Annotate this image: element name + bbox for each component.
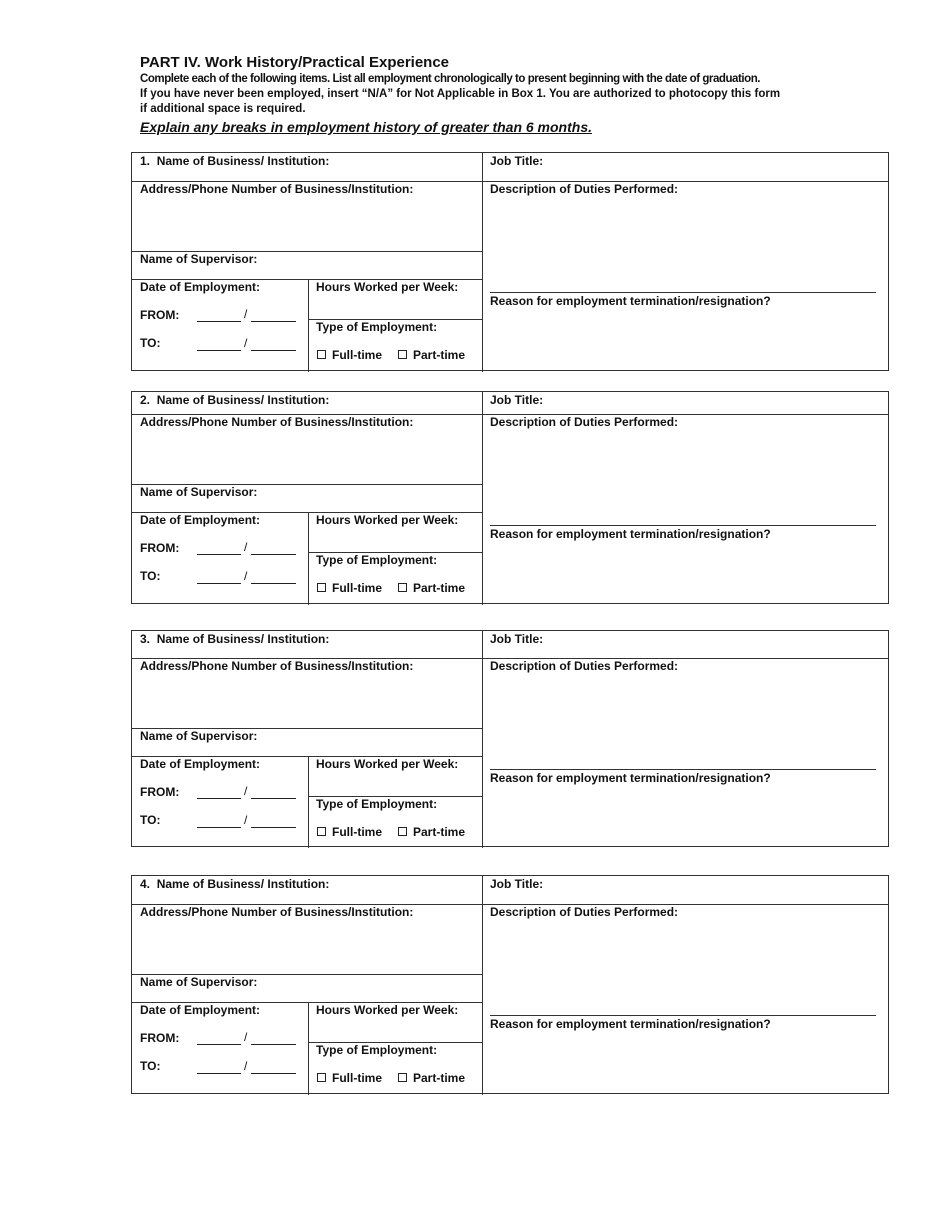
employment-entry-1: [131, 152, 889, 371]
employment-type-options: [317, 581, 481, 595]
entry-number: 4.: [140, 877, 151, 891]
description-label: Description of Duties Performed:: [490, 659, 679, 673]
date-of-employment-label: Date of Employment:: [140, 280, 261, 294]
section-title: PART IV. Work History/Practical Experience: [140, 54, 450, 71]
part-time-option[interactable]: [398, 348, 465, 362]
employment-entry-3: [131, 630, 889, 847]
full-time-option-label: Full-time: [332, 825, 382, 839]
full-time-option-label: Full-time: [332, 581, 382, 595]
to-label: TO:: [140, 336, 161, 350]
column-divider: [482, 392, 483, 605]
checkbox-icon[interactable]: [317, 1073, 326, 1082]
date-of-employment-label: Date of Employment:: [140, 757, 261, 771]
from-year-blank[interactable]: [251, 321, 296, 322]
supervisor-label: Name of Supervisor:: [140, 485, 258, 499]
name-of-business-label: Name of Business/ Institution:: [156, 393, 330, 407]
name-of-business-label: Name of Business/ Institution:: [156, 154, 330, 168]
description-label: Description of Duties Performed:: [490, 905, 679, 919]
employment-type-options: [317, 348, 481, 362]
part-time-option-label: Part-time: [413, 825, 466, 839]
reason-divider: [490, 525, 876, 526]
checkbox-icon[interactable]: [398, 350, 407, 359]
column-divider: [482, 153, 483, 372]
hours-per-week-label: Hours Worked per Week:: [316, 757, 459, 771]
full-time-option[interactable]: [317, 581, 382, 595]
supervisor-label: Name of Supervisor:: [140, 975, 258, 989]
address-phone-label: Address/Phone Number of Business/Institution:: [140, 905, 414, 919]
entry-number: 1.: [140, 154, 151, 168]
checkbox-icon[interactable]: [317, 583, 326, 592]
type-of-employment-label: Type of Employment:: [316, 553, 438, 567]
employment-entry-4: [131, 875, 889, 1094]
to-date-slash: /: [244, 813, 248, 827]
reason-label: Reason for employment termination/resignation?: [490, 294, 771, 308]
to-year-blank[interactable]: [251, 827, 296, 828]
from-month-blank[interactable]: [197, 554, 241, 555]
reason-divider: [490, 292, 876, 293]
name-of-business-label: Name of Business/ Institution:: [156, 632, 330, 646]
date-of-employment-label: Date of Employment:: [140, 1003, 261, 1017]
date-hours-divider: [308, 1002, 309, 1095]
reason-label: Reason for employment termination/resignation?: [490, 771, 771, 785]
employment-type-options: [317, 1071, 481, 1085]
to-month-blank[interactable]: [197, 827, 241, 828]
date-hours-divider: [308, 279, 309, 372]
reason-divider: [490, 769, 876, 770]
job-title-label: Job Title:: [490, 154, 544, 168]
from-date-slash: /: [244, 784, 248, 798]
part-time-option-label: Part-time: [413, 581, 466, 595]
from-date-slash: /: [244, 307, 248, 321]
to-label: TO:: [140, 569, 161, 583]
business-name-field: [140, 154, 329, 168]
description-label: Description of Duties Performed:: [490, 182, 679, 196]
form-header: [140, 54, 840, 135]
part-time-option-label: Part-time: [413, 348, 466, 362]
reason-label: Reason for employment termination/resignation?: [490, 1017, 771, 1031]
date-hours-divider: [308, 512, 309, 605]
from-label: FROM:: [140, 1031, 180, 1045]
reason-divider: [490, 1015, 876, 1016]
from-label: FROM:: [140, 785, 180, 799]
type-of-employment-label: Type of Employment:: [316, 320, 438, 334]
to-year-blank[interactable]: [251, 1073, 296, 1074]
from-label: FROM:: [140, 308, 180, 322]
to-month-blank[interactable]: [197, 350, 241, 351]
address-phone-label: Address/Phone Number of Business/Institution:: [140, 415, 414, 429]
column-divider: [482, 876, 483, 1095]
hours-per-week-label: Hours Worked per Week:: [316, 280, 459, 294]
from-year-blank[interactable]: [251, 554, 296, 555]
employment-entry-2: [131, 391, 889, 604]
to-month-blank[interactable]: [197, 1073, 241, 1074]
full-time-option-label: Full-time: [332, 1071, 382, 1085]
from-month-blank[interactable]: [197, 321, 241, 322]
checkbox-icon[interactable]: [398, 1073, 407, 1082]
from-label: FROM:: [140, 541, 180, 555]
type-of-employment-label: Type of Employment:: [316, 797, 438, 811]
part-time-option-label: Part-time: [413, 1071, 466, 1085]
hours-per-week-label: Hours Worked per Week:: [316, 1003, 459, 1017]
job-title-label: Job Title:: [490, 877, 544, 891]
checkbox-icon[interactable]: [398, 827, 407, 836]
from-year-blank[interactable]: [251, 1044, 296, 1045]
to-year-blank[interactable]: [251, 350, 296, 351]
from-year-blank[interactable]: [251, 798, 296, 799]
full-time-option[interactable]: [317, 825, 382, 839]
to-date-slash: /: [244, 336, 248, 350]
job-title-label: Job Title:: [490, 632, 544, 646]
type-of-employment-label: Type of Employment:: [316, 1043, 438, 1057]
from-month-blank[interactable]: [197, 1044, 241, 1045]
supervisor-label: Name of Supervisor:: [140, 252, 258, 266]
checkbox-icon[interactable]: [398, 583, 407, 592]
hours-per-week-label: Hours Worked per Week:: [316, 513, 459, 527]
instruction-line-1: Complete each of the following items. List all employment chronologically to present beginning with the date of graduation.: [140, 73, 761, 85]
to-month-blank[interactable]: [197, 583, 241, 584]
name-of-business-label: Name of Business/ Institution:: [156, 877, 330, 891]
part-time-option[interactable]: [398, 1071, 465, 1085]
full-time-option-label: Full-time: [332, 348, 382, 362]
checkbox-icon[interactable]: [317, 350, 326, 359]
supervisor-label: Name of Supervisor:: [140, 729, 258, 743]
to-label: TO:: [140, 813, 161, 827]
business-name-field: [140, 877, 329, 891]
business-name-field: [140, 393, 329, 407]
full-time-option[interactable]: [317, 1071, 382, 1085]
description-label: Description of Duties Performed:: [490, 415, 679, 429]
from-date-slash: /: [244, 1030, 248, 1044]
employment-type-options: [317, 825, 481, 839]
business-name-field: [140, 632, 329, 646]
entry-number: 2.: [140, 393, 151, 407]
breaks-instruction: Explain any breaks in employment history of greater than 6 months.: [140, 119, 592, 135]
part-time-option[interactable]: [398, 825, 465, 839]
checkbox-icon[interactable]: [317, 827, 326, 836]
to-date-slash: /: [244, 1059, 248, 1073]
to-date-slash: /: [244, 569, 248, 583]
part-time-option[interactable]: [398, 581, 465, 595]
to-label: TO:: [140, 1059, 161, 1073]
instruction-line-3: if additional space is required.: [140, 103, 306, 115]
from-date-slash: /: [244, 540, 248, 554]
address-phone-label: Address/Phone Number of Business/Institution:: [140, 182, 414, 196]
instruction-line-2: If you have never been employed, insert “N/A” for Not Applicable in Box 1. You are authorized to photocopy this form: [140, 88, 781, 100]
job-title-label: Job Title:: [490, 393, 544, 407]
to-year-blank[interactable]: [251, 583, 296, 584]
date-of-employment-label: Date of Employment:: [140, 513, 261, 527]
full-time-option[interactable]: [317, 348, 382, 362]
column-divider: [482, 631, 483, 848]
date-hours-divider: [308, 756, 309, 848]
reason-label: Reason for employment termination/resignation?: [490, 527, 771, 541]
address-phone-label: Address/Phone Number of Business/Institution:: [140, 659, 414, 673]
from-month-blank[interactable]: [197, 798, 241, 799]
entry-number: 3.: [140, 632, 151, 646]
